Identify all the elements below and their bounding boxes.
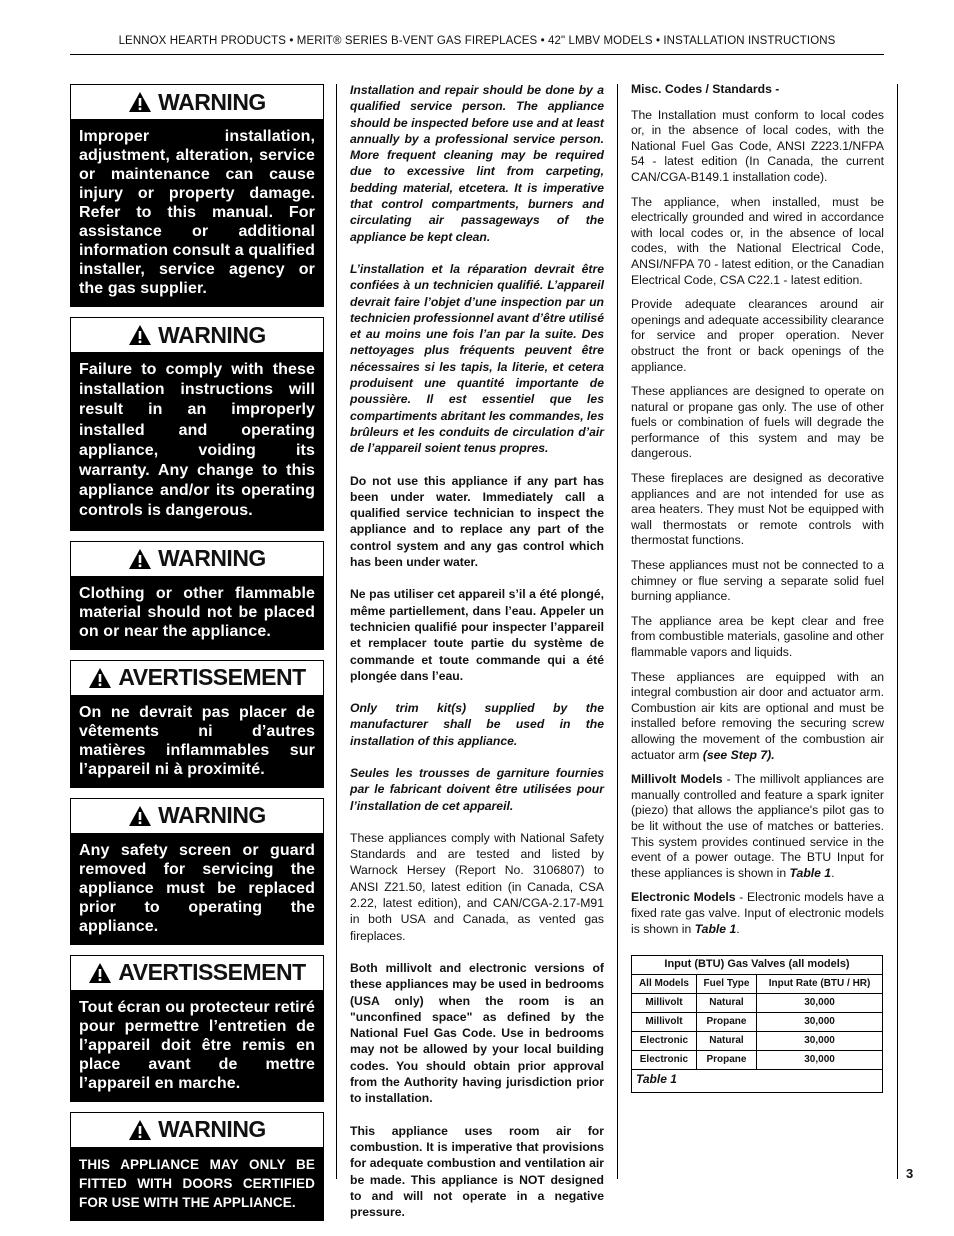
paragraph-clear-area: The appliance area be kept clear and free from combustible materials, gasoline and other flammable vapors and liquids. — [631, 613, 884, 659]
warning-text: On ne devrait pas placer de vêtements ni d’autres matières inflammables sur l’appareil ni à proximité. — [71, 695, 323, 787]
warning-text: THIS APPLIANCE MAY ONLY BE FITTED WITH DOORS CERTIFIED FOR USE WITH THE APPLIANCE. — [71, 1147, 323, 1220]
paragraph-bedrooms: Both millivolt and electronic versions of these appliances may be used in bedrooms (USA only) when the room is an "unconfined space" as defined by the National Fuel Gas Code. Use in bedrooms may not be allowed by your local building codes. You should obtain prior approval from the Authority having jurisdiction prior to installation. — [350, 960, 604, 1106]
table-header: Fuel Type — [696, 975, 756, 994]
middle-column — [350, 82, 604, 1236]
paragraph-trim-fr: Seules les trousses de garniture fournies par le fabricant doivent être utilisées pour l’installation de cet appareil. — [350, 765, 604, 813]
warning-triangle-icon — [88, 667, 112, 689]
table-row: Millivolt Propane 30,000 — [632, 1013, 882, 1032]
misc-codes-heading: Misc. Codes / Standards - — [631, 82, 780, 96]
paragraph-codes: The Installation must conform to local codes or, in the absence of local codes, with the National Fuel Gas Code, ANSI Z223.1/NFPA 54 - latest edition (In Canada, the current CAN/CGA-B149.1 installation code). — [631, 107, 884, 184]
paragraph-chimney: These appliances must not be connected to a chimney or flue serving a separate solid fuel burning appliance. — [631, 558, 884, 604]
page-number: 3 — [906, 1166, 914, 1181]
warning-box-2 — [70, 317, 324, 531]
table-caption: Table 1 — [636, 1072, 677, 1087]
table-row: Millivolt Natural 30,000 — [632, 994, 882, 1013]
right-column — [631, 82, 884, 1093]
paragraph-water-fr: Ne pas utiliser cet appareil s’il a été plongé, même partiellement, dans l’eau. Appeler un technicien qualifié pour inspecter l’appareil et remplacer toute partie du système de commande et toute commande qui a été plongée dans l’eau. — [350, 587, 604, 683]
warning-text: Improper installation, adjustment, alteration, service or maintenance can cause injury or property damage. Refer to this manual. For assistance or additional information consult a qualified installer, service agency or the gas supplier. — [71, 119, 323, 306]
table-header: All Models — [632, 975, 696, 994]
warning-column — [70, 84, 324, 1231]
warning-triangle-icon — [128, 1119, 152, 1141]
paragraph-water-en: Do not use this appliance if any part has been under water. Immediately call a qualified service technician to inspect the appliance and to replace any part of the control system and any gas control which has been under water. — [350, 473, 604, 570]
avertissement-box-2 — [70, 955, 324, 1102]
warning-text: Any safety screen or guard removed for servicing the appliance must be replaced prior to operating the appliance. — [71, 833, 323, 944]
warning-triangle-icon — [128, 548, 152, 570]
paragraph-service-fr: L’installation et la réparation devrait être confiées à un technicien qualifié. L’appareil devrait faire l’objet d’une inspection par un technicien professionnel avant d’être utilisé et au moins une fois l’an par la suite. Des nettoyages plus fréquents peuvent être nécessaires si les tapis, la literie, et cetera produisent une quantité importante de poussière. Il est essentiel que les compartiments abritant les commandes, les brûleurs et les conduits de circulation d’air de l’appareil soient tenus propres. — [350, 261, 604, 456]
paragraph-clearances: Provide adequate clearances around air openings and adequate accessibility clearance for service and proper operation. Never obstruct the front or back openings of the appliance. — [631, 297, 884, 374]
warning-text: Tout écran ou protecteur retiré pour permettre l’entretien de l’appareil doit être remis en place avant de mettre l’appareil en marche. — [71, 990, 323, 1101]
warning-triangle-icon — [88, 962, 112, 984]
warning-box-5 — [70, 1112, 324, 1221]
column-divider-2 — [617, 84, 618, 1179]
warning-title: WARNING — [158, 88, 266, 115]
header-rule — [70, 54, 884, 55]
table-row: Electronic Propane 30,000 — [632, 1051, 882, 1070]
paragraph-service-en: Installation and repair should be done by a qualified service person. The appliance should be inspected before use and at least annually by a professional service person. More frequent cleaning may be required due to excessive lint from carpeting, bedding material, etcetera. It is imperative that control compartments, burners and circulating air passageways of the appliance be kept clean. — [350, 83, 604, 244]
avertissement-box-1 — [70, 660, 324, 788]
warning-title: AVERTISSEMENT — [118, 664, 306, 691]
paragraph-electronic: Electronic Models - Electronic models have a fixed rate gas valve. Input of electronic models is shown in Table 1. — [631, 890, 885, 936]
btu-table — [631, 955, 883, 1093]
warning-title: AVERTISSEMENT — [118, 959, 306, 986]
column-divider-3 — [897, 84, 898, 1179]
paragraph-decorative: These fireplaces are designed as decorative appliances and are not intended for use as area heaters. They must Not be equipped with wall thermostats or remote controls with thermostat functions. — [631, 471, 884, 548]
warning-triangle-icon — [128, 805, 152, 827]
warning-title: WARNING — [158, 545, 266, 572]
paragraph-room-air: This appliance uses room air for combustion. It is imperative that provisions for adequate combustion and ventilation air be made. This appliance is NOT designed to and will not operate in a negative pressure. — [350, 1123, 604, 1220]
warning-text: Failure to comply with these installation instructions will result in an improperly installed and operating appliance, voiding its warranty. Any change to this appliance and/or its operating controls is dangerous. — [71, 352, 323, 530]
paragraph-fuels: These appliances are designed to operate on natural or propane gas only. The use of other fuels or combination of fuels will degrade the performance of this system and may be dangerous. — [631, 384, 884, 461]
warning-box-3 — [70, 541, 324, 650]
paragraph-standards: These appliances comply with National Safety Standards and are tested and listed by Warnock Hersey (Report No. 3106807) to ANSI Z21.50, latest edition (in Canada, CSA 2.22, latest edition), and CAN/CGA-2.17-M91 in both USA and Canada, as vented gas fireplaces. — [350, 830, 604, 943]
paragraph-millivolt: Millivolt Models - The millivolt appliances are manually controlled and feature a spark igniter (piezo) that allows the appliance's pilot gas to be lit without the use of matches or batteries. This system provides continued service in the event of a power outage. The BTU Input for these appliances is shown in Table 1. — [631, 772, 884, 880]
page-header: LENNOX HEARTH PRODUCTS • MERIT® SERIES B-VENT GAS FIREPLACES • 42" LMBV MODELS • INSTALLATION INSTRUCTIONS — [118, 35, 836, 47]
paragraph-trim-en: Only trim kit(s) supplied by the manufacturer shall be used in the installation of this appliance. — [350, 701, 604, 748]
warning-triangle-icon — [128, 324, 152, 346]
warning-box-4 — [70, 798, 324, 945]
column-divider-1 — [336, 84, 337, 1179]
warning-box-1 — [70, 84, 324, 307]
paragraph-grounding: The appliance, when installed, must be electrically grounded and wired in accordance with local codes or, in the absence of local codes, with the National Electrical Code, ANSI/NFPA 70 - latest edition, or the Canadian Electrical Code, CSA C22.1 - latest edition. — [631, 194, 884, 287]
warning-title: WARNING — [158, 321, 266, 348]
table-row: Electronic Natural 30,000 — [632, 1032, 882, 1051]
warning-title: WARNING — [158, 1116, 266, 1143]
warning-triangle-icon — [128, 91, 152, 113]
paragraph-air-door: These appliances are equipped with an integral combustion air door and actuator arm. Combustion air kits are optional and must be installed before removing the securing screw allowing the movement of the combustion air actuator arm (see Step 7). — [631, 669, 884, 762]
table-title: Input (BTU) Gas Valves (all models) — [632, 956, 882, 975]
table-header: Input Rate (BTU / HR) — [757, 975, 882, 994]
warning-text: Clothing or other flammable material should not be placed on or near the appliance. — [71, 576, 323, 649]
warning-title: WARNING — [158, 802, 266, 829]
